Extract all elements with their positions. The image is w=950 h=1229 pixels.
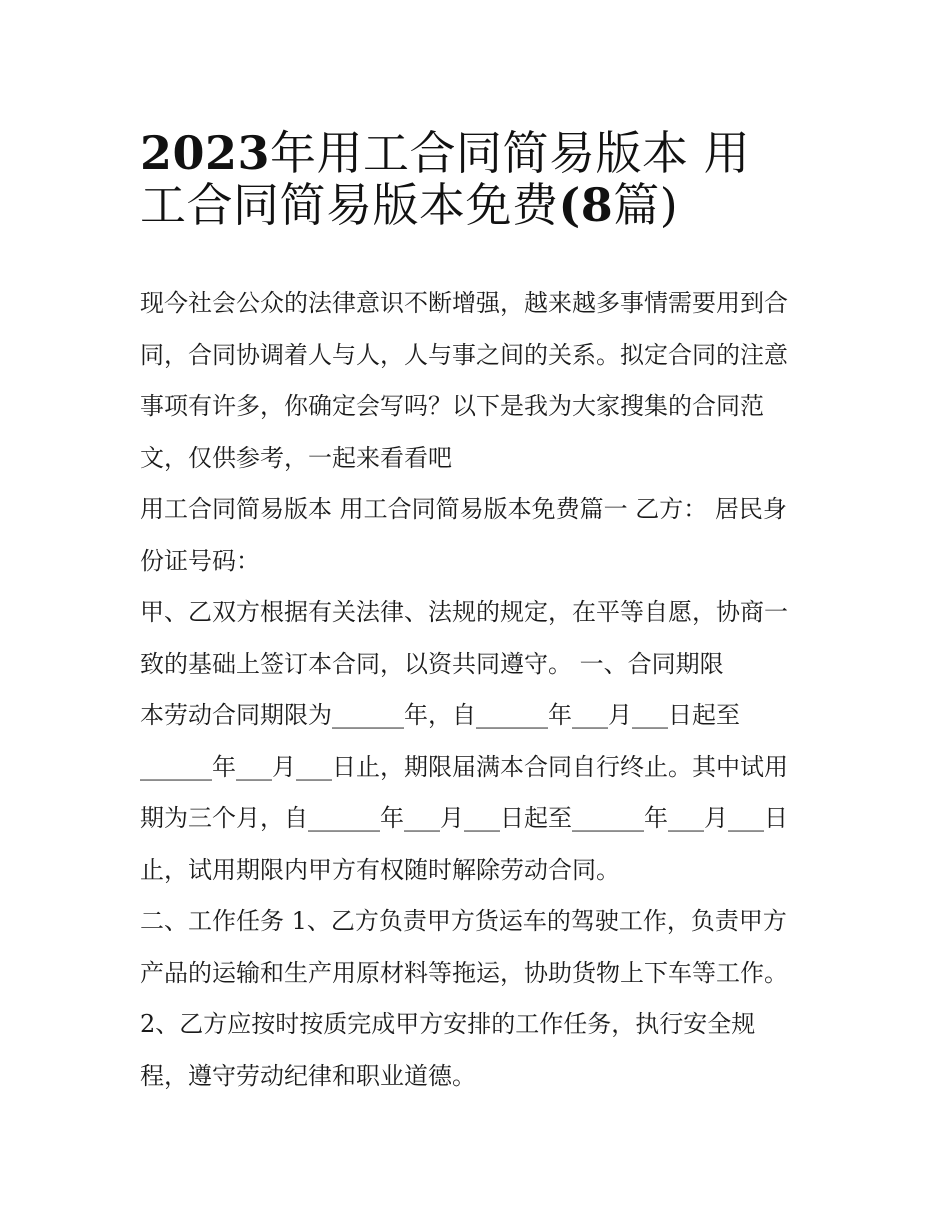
body-line-14: 产品的运输和生产用原材料等拖运，协助货物上下车等工作。 — [140, 958, 788, 987]
body-line-13: 二、工作任务 1、乙方负责甲方货运车的驾驶工作，负责甲方 — [140, 907, 787, 935]
body-line-11: 期为三个月，自______年___月___日起至______年___月___日 — [140, 804, 788, 832]
title-line-2: 工合同简易版本免费(8篇) — [140, 177, 679, 232]
body-line-5: 用工合同简易版本 用工合同简易版本免费篇一 乙方： 居民身 — [140, 495, 787, 523]
body-line-7: 甲、乙双方根据有关法律、法规的规定，在平等自愿，协商一 — [140, 598, 788, 626]
body-line-3: 事项有许多，你确定会写吗？以下是我为大家搜集的合同范 — [140, 392, 764, 420]
body-line-9: 本劳动合同期限为______年，自______年___月___日起至 — [140, 701, 740, 729]
body-line-6: 份证号码： — [140, 546, 260, 575]
body-line-16: 程，遵守劳动纪律和职业道德。 — [140, 1061, 476, 1090]
title-line-1: 2023年用工合同简易版本 用 — [140, 126, 751, 180]
document-body — [140, 278, 820, 1102]
body-line-1: 现今社会公众的法律意识不断增强，越来越多事情需要用到合 — [140, 289, 788, 317]
body-line-2: 同，合同协调着人与人，人与事之间的关系。拟定合同的注意 — [140, 340, 788, 369]
body-line-12: 止，试用期限内甲方有权随时解除劳动合同。 — [140, 855, 620, 884]
body-line-15: 2、乙方应按时按质完成甲方安排的工作任务，执行安全规 — [140, 1010, 756, 1038]
document-title — [140, 118, 820, 232]
body-line-10: ______年___月___日止，期限届满本合同自行终止。其中试用 — [140, 752, 788, 781]
body-line-4: 文，仅供参考，一起来看看吧 — [140, 443, 452, 472]
body-line-8: 致的基础上签订本合同，以资共同遵守。 一、合同期限 — [140, 649, 724, 678]
